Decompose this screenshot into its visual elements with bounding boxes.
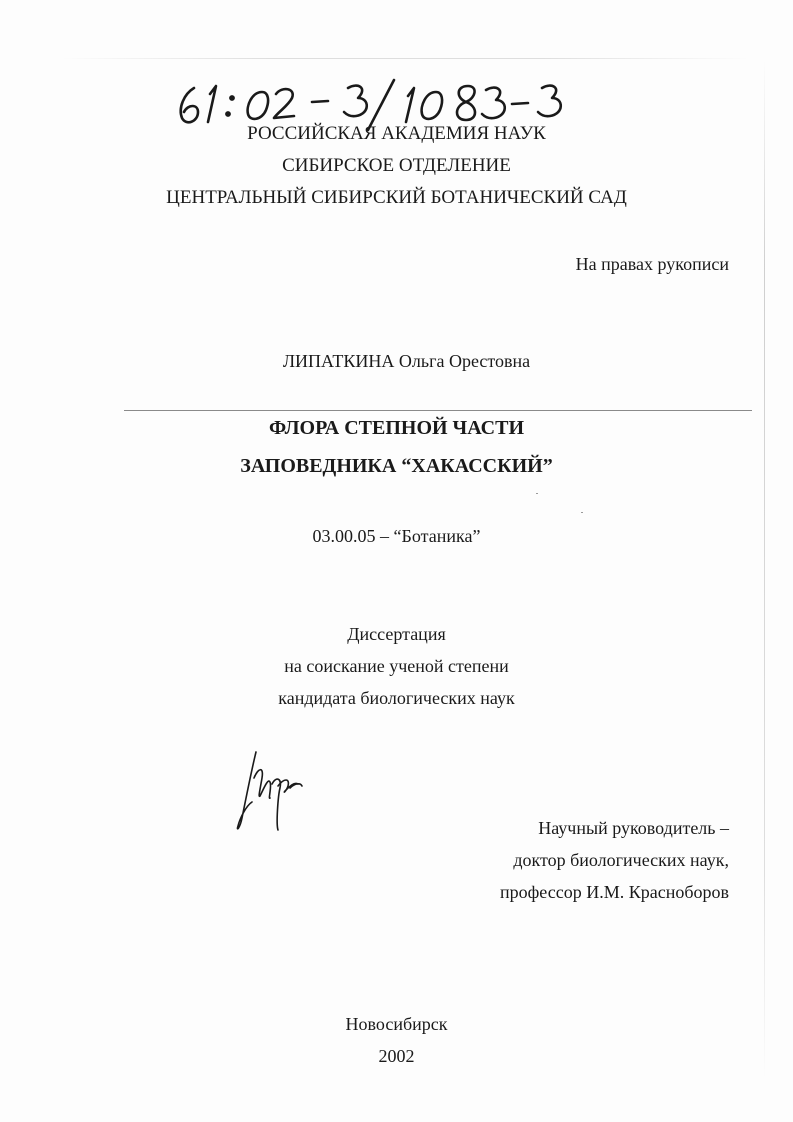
scan-edge-top (60, 58, 750, 59)
title-line-1: ФЛОРА СТЕПНОЙ ЧАСТИ (268, 417, 525, 439)
rights-note: На правах рукописи (575, 254, 729, 274)
author-signature (232, 748, 308, 838)
city: Новосибирск (345, 1014, 448, 1034)
degree-line-3: кандидата биологических наук (278, 688, 515, 708)
specialty-code: 03.00.05 – “Ботаника” (312, 526, 481, 546)
supervisor-line-3: профессор И.М. Красноборов (500, 882, 729, 902)
scan-speck (581, 512, 583, 513)
scan-edge-right (764, 60, 765, 1080)
year: 2002 (378, 1046, 415, 1066)
supervisor-line-2: доктор биологических наук, (513, 850, 729, 870)
scan-speck (536, 493, 538, 494)
author-name: ЛИПАТКИНА Ольга Орестовна (282, 351, 531, 371)
supervisor-line-1: Научный руководитель – (538, 818, 729, 838)
degree-line-2: на соискание ученой степени (284, 656, 509, 676)
institution-name: ЦЕНТРАЛЬНЫЙ СИБИРСКИЙ БОТАНИЧЕСКИЙ САД (166, 187, 627, 208)
academy-name: РОССИЙСКАЯ АКАДЕМИЯ НАУК (247, 123, 546, 144)
branch-name: СИБИРСКОЕ ОТДЕЛЕНИЕ (282, 155, 511, 176)
separator-line (124, 410, 752, 411)
title-line-2: ЗАПОВЕДНИКА “ХАКАССКИЙ” (240, 455, 553, 477)
degree-line-1: Диссертация (347, 624, 446, 644)
